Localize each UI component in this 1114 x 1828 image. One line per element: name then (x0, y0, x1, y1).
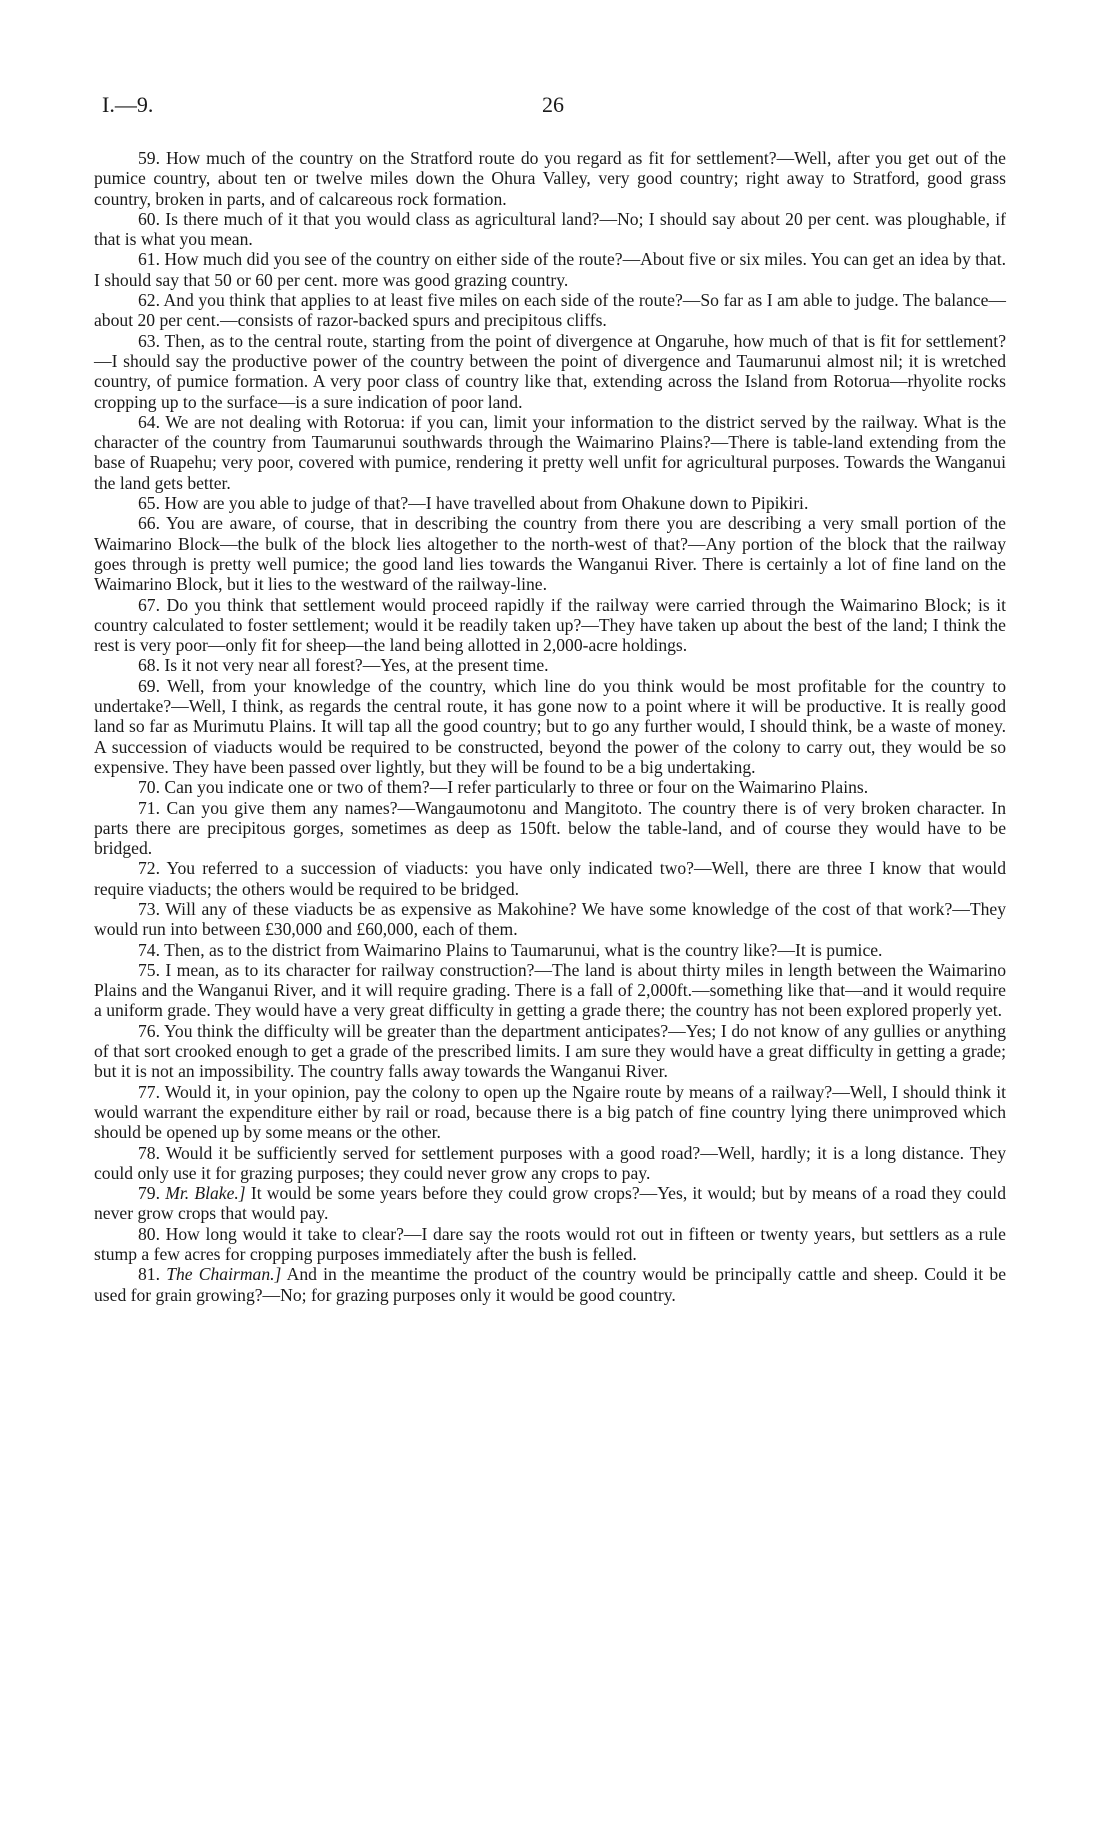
paragraph-77: 77. Would it, in your opinion, pay the colony to open up the Ngaire route by means of a railway?—Well, I should think it would warrant the expenditure either by rail or road, because there is a big patch of fine country lying there unimproved which should be opened up by some means or the other. (94, 1081, 1006, 1143)
paragraph-59: 59. How much of the country on the Stratford route do you regard as fit for settlement?—Well, after you get out of the pumice country, about ten or twelve miles down the Ohura Valley, very good country; right away to Stratford, good grass country, broken in parts, and of calcareous rock formation. (94, 148, 1006, 209)
paragraph-67: 67. Do you think that settlement would proceed rapidly if the railway were carried through the Waimarino Block; is it country calculated to foster settlement; would it be readily taken up?—They have taken up about the best of the land; I think the rest is very poor—only fit for sheep—the land being allotted in 2,000-acre holdings. (94, 594, 1006, 656)
evidence-text (94, 148, 1006, 1305)
paragraph-66: 66. You are aware, of course, that in describing the country from there you are describing a very small portion of the Waimarino Block—the bulk of the block lies altogether to the north-west of that?—Any portion of the block that the railway goes through is pretty well pumice; the good land lies towards the Wanganui River. There is certainly a lot of fine land on the Waimarino Block, but it lies to the westward of the railway-line. (94, 513, 1006, 595)
page-number: 26 (542, 92, 564, 117)
paragraph-text: It would be some years before they could grow crops?—Yes, it would; but by means of a road they could never grow crops that would pay. (94, 1183, 1006, 1224)
paragraph-63: 63. Then, as to the central route, starting from the point of divergence at Ongaruhe, how much of that is fit for settlement?—I should say the productive power of the country between the point of divergence and Taumarunui almost nil; it is wretched country, of pumice formation. A very poor class of country like that, extending across the Island from Rotorua—rhyolite rocks cropping up to the surface—is a sure indication of poor land. (94, 330, 1006, 412)
paragraph-74: 74. Then, as to the district from Waimarino Plains to Taumarunui, what is the country like?—It is pumice. (138, 939, 883, 960)
paragraph-79 (94, 1183, 1006, 1224)
question-number: 79. (138, 1183, 166, 1204)
paragraph-70: 70. Can you indicate one or two of them?—I refer particularly to three or four on the Waimarino Plains. (138, 777, 869, 798)
paragraph-62: 62. And you think that applies to at least five miles on each side of the route?—So far as I am able to judge. The balance—about 20 per cent.—consists of razor-backed spurs and precipitous cliffs. (94, 290, 1006, 331)
paragraph-73: 73. Will any of these viaducts be as expensive as Makohine? We have some knowledge of the cost of that work?—They would run into between £30,000 and £60,000, each of them. (94, 898, 1006, 940)
paragraph-81 (94, 1264, 1006, 1305)
paragraph-71: 71. Can you give them any names?—Wangaumotonu and Mangitoto. The country there is of very broken character. In parts there are precipitous gorges, sometimes as deep as 150ft. below the table-land, and of course they would have to be bridged. (94, 797, 1006, 859)
paragraph-60: 60. Is there much of it that you would class as agricultural land?—No; I should say about 20 per cent. was ploughable, if that is what you mean. (94, 208, 1006, 250)
paragraph-69: 69. Well, from your knowledge of the country, which line do you think would be most profitable for the country to undertake?—Well, I think, as regards the central route, it has gone now to a point where it will be productive. It is really good land so far as Murimutu Plains. It will tap all the good country; but to go any further would, I should think, be a waste of money. A succession of viaducts would be required to be constructed, beyond the power of the colony to carry out, they would be so expensive. They have been passed over lightly, but they will be found to be a big undertaking. (94, 675, 1006, 777)
paragraph-65: 65. How are you able to judge of that?—I have travelled about from Ohakune down to Pipikiri. (138, 493, 809, 514)
page-header (102, 92, 1007, 128)
paragraph-80: 80. How long would it take to clear?—I dare say the roots would rot out in fifteen or twenty years, but settlers as a rule stump a few acres for cropping purposes immediately after the bush is felled. (94, 1223, 1006, 1265)
paragraph-76: 76. You think the difficulty will be greater than the department anticipates?—Yes; I do not know of any gullies or anything of that sort crooked enough to get a grade of the prescribed limits. I am sure they would have a great difficulty in getting a grade; but it is not an impossibility. The country falls away towards the Wanganui River. (94, 1020, 1006, 1082)
paragraph-75: 75. I mean, as to its character for railway construction?—The land is about thirty miles in length between the Waimarino Plains and the Wanganui River, and it will require grading. There is a fall of 2,000ft.—something like that—and it would require a uniform grade. They would have a very great difficulty in getting a grade there; the country has not been explored properly yet. (94, 959, 1006, 1021)
document-reference: I.—9. (102, 92, 154, 117)
paragraph-78: 78. Would it be sufficiently served for settlement purposes with a good road?—Well, hardly; it is a long distance. They could only use it for grazing purposes; they could never grow any crops to pay. (94, 1142, 1006, 1183)
paragraph-72: 72. You referred to a succession of viaducts: you have only indicated two?—Well, there are three I know that would require viaducts; the others would be required to be bridged. (94, 858, 1006, 899)
question-number: 81. (138, 1264, 167, 1285)
paragraph-61: 61. How much did you see of the country on either side of the route?—About five or six miles. You can get an idea by that. I should say that 50 or 60 per cent. more was good grazing country. (94, 249, 1006, 290)
paragraph-68: 68. Is it not very near all forest?—Yes, at the present time. (138, 655, 549, 676)
speaker-name: The Chairman.] (166, 1264, 282, 1285)
speaker-name: Mr. Blake.] (165, 1183, 246, 1204)
paragraph-text: And in the meantime the product of the country would be principally cattle and sheep. Could it be used for grain growing?—No; for grazing purposes only it would be good country. (94, 1264, 1006, 1305)
paragraph-64: 64. We are not dealing with Rotorua: if you can, limit your information to the district served by the railway. What is the character of the country from Taumarunui southwards through the Waimarino Plains?—There is table-land extending from the base of Ruapehu; very poor, covered with pumice, rendering it pretty well unfit for agricultural purposes. Towards the Wanganui the land gets better. (94, 411, 1006, 493)
